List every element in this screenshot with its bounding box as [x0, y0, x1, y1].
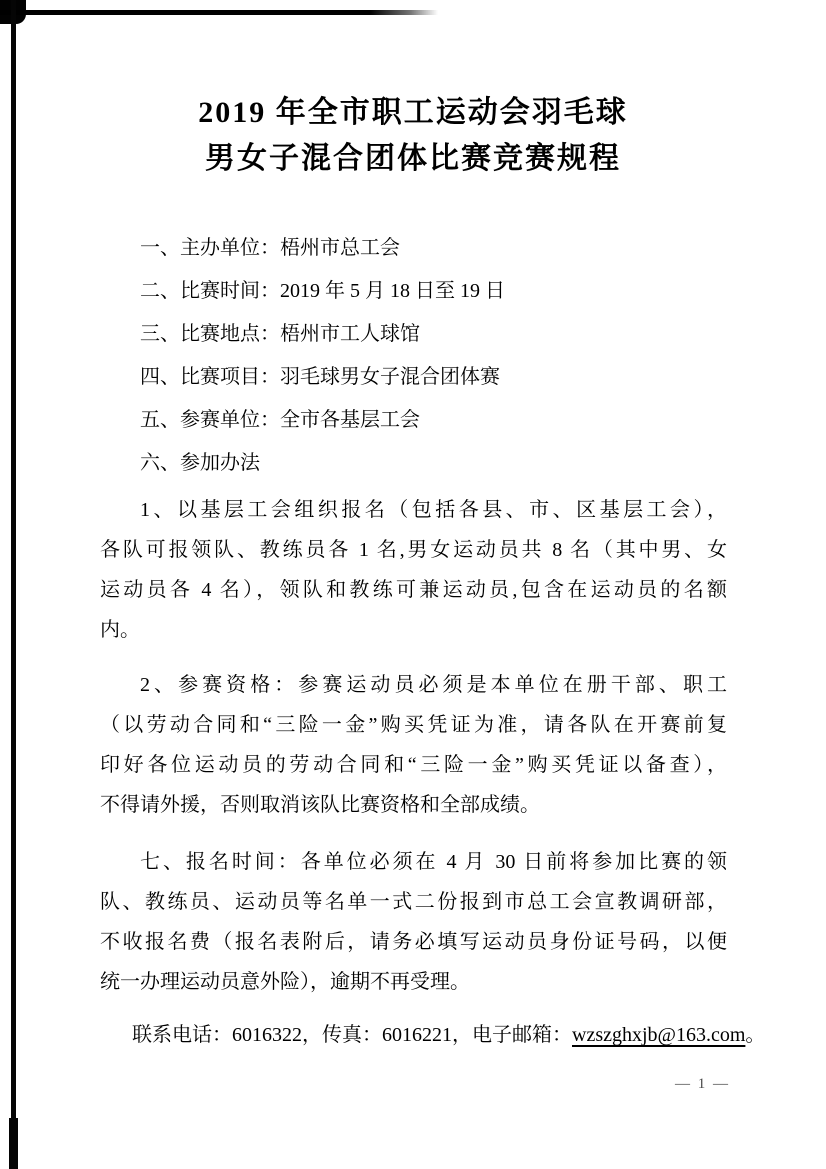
item-method: 六、参加办法 [140, 452, 260, 474]
email-link[interactable]: wzszghxjb@163.com [572, 1024, 746, 1046]
paragraph-line: 统一办理运动员意外险），逾期不再受理。 [100, 971, 470, 993]
title-line-2: 男女子混合团体比赛竞赛规程 [205, 142, 621, 175]
paragraph-line: 运动员各 4 名），领队和教练可兼运动员,包含在运动员的名额 [100, 579, 727, 601]
scan-artifact-bottom-left [9, 1118, 18, 1169]
item-venue: 三、比赛地点：梧州市工人球馆 [140, 323, 420, 345]
paragraph-line: 1、以基层工会组织报名（包括各县、市、区基层工会）， [140, 499, 727, 521]
item-list [100, 227, 740, 485]
contact-info [100, 1015, 780, 1055]
paragraph-line: 印好各位运动员的劳动合同和“三险一金”购买凭证以备查）， [100, 754, 727, 776]
paragraph-line: 队、教练员、运动员等名单一式二份报到市总工会宣教调研部， [100, 891, 727, 913]
paragraph-line: 各队可报领队、教练员各 1 名,男女运动员共 8 名（其中男、女 [100, 539, 727, 561]
paragraph-deadline [100, 842, 727, 1002]
item-organizer: 一、主办单位：梧州市总工会 [140, 237, 400, 259]
paragraph-registration [100, 490, 727, 650]
item-event: 四、比赛项目：羽毛球男女子混合团体赛 [140, 366, 500, 388]
page-number: — 1 — [675, 1076, 730, 1092]
item-time: 二、比赛时间：2019 年 5 月 18 日至 19 日 [140, 280, 505, 302]
paragraph-line: 不收报名费（报名表附后，请务必填写运动员身份证号码，以便 [100, 931, 727, 953]
paragraph-line: 2、参赛资格：参赛运动员必须是本单位在册干部、职工 [140, 674, 727, 696]
paragraph-line: 七、报名时间：各单位必须在 4 月 30 日前将参加比赛的领 [140, 851, 727, 873]
paragraph-eligibility [100, 665, 727, 825]
title-line-1: 2019 年全市职工运动会羽毛球 [198, 96, 628, 129]
item-participants: 五、参赛单位：全市各基层工会 [140, 409, 420, 431]
contact-text-end: 。 [745, 1024, 766, 1046]
paragraph-line: 内。 [100, 619, 140, 641]
document-title [0, 90, 826, 182]
scan-artifact-top-edge [0, 10, 438, 15]
contact-text: 联系电话：6016322，传真：6016221，电子邮箱： [132, 1024, 572, 1046]
paragraph-line: 不得请外援，否则取消该队比赛资格和全部成绩。 [100, 794, 540, 816]
paragraph-line: （以劳动合同和“三险一金”购买凭证为准，请各队在开赛前复 [100, 714, 727, 736]
